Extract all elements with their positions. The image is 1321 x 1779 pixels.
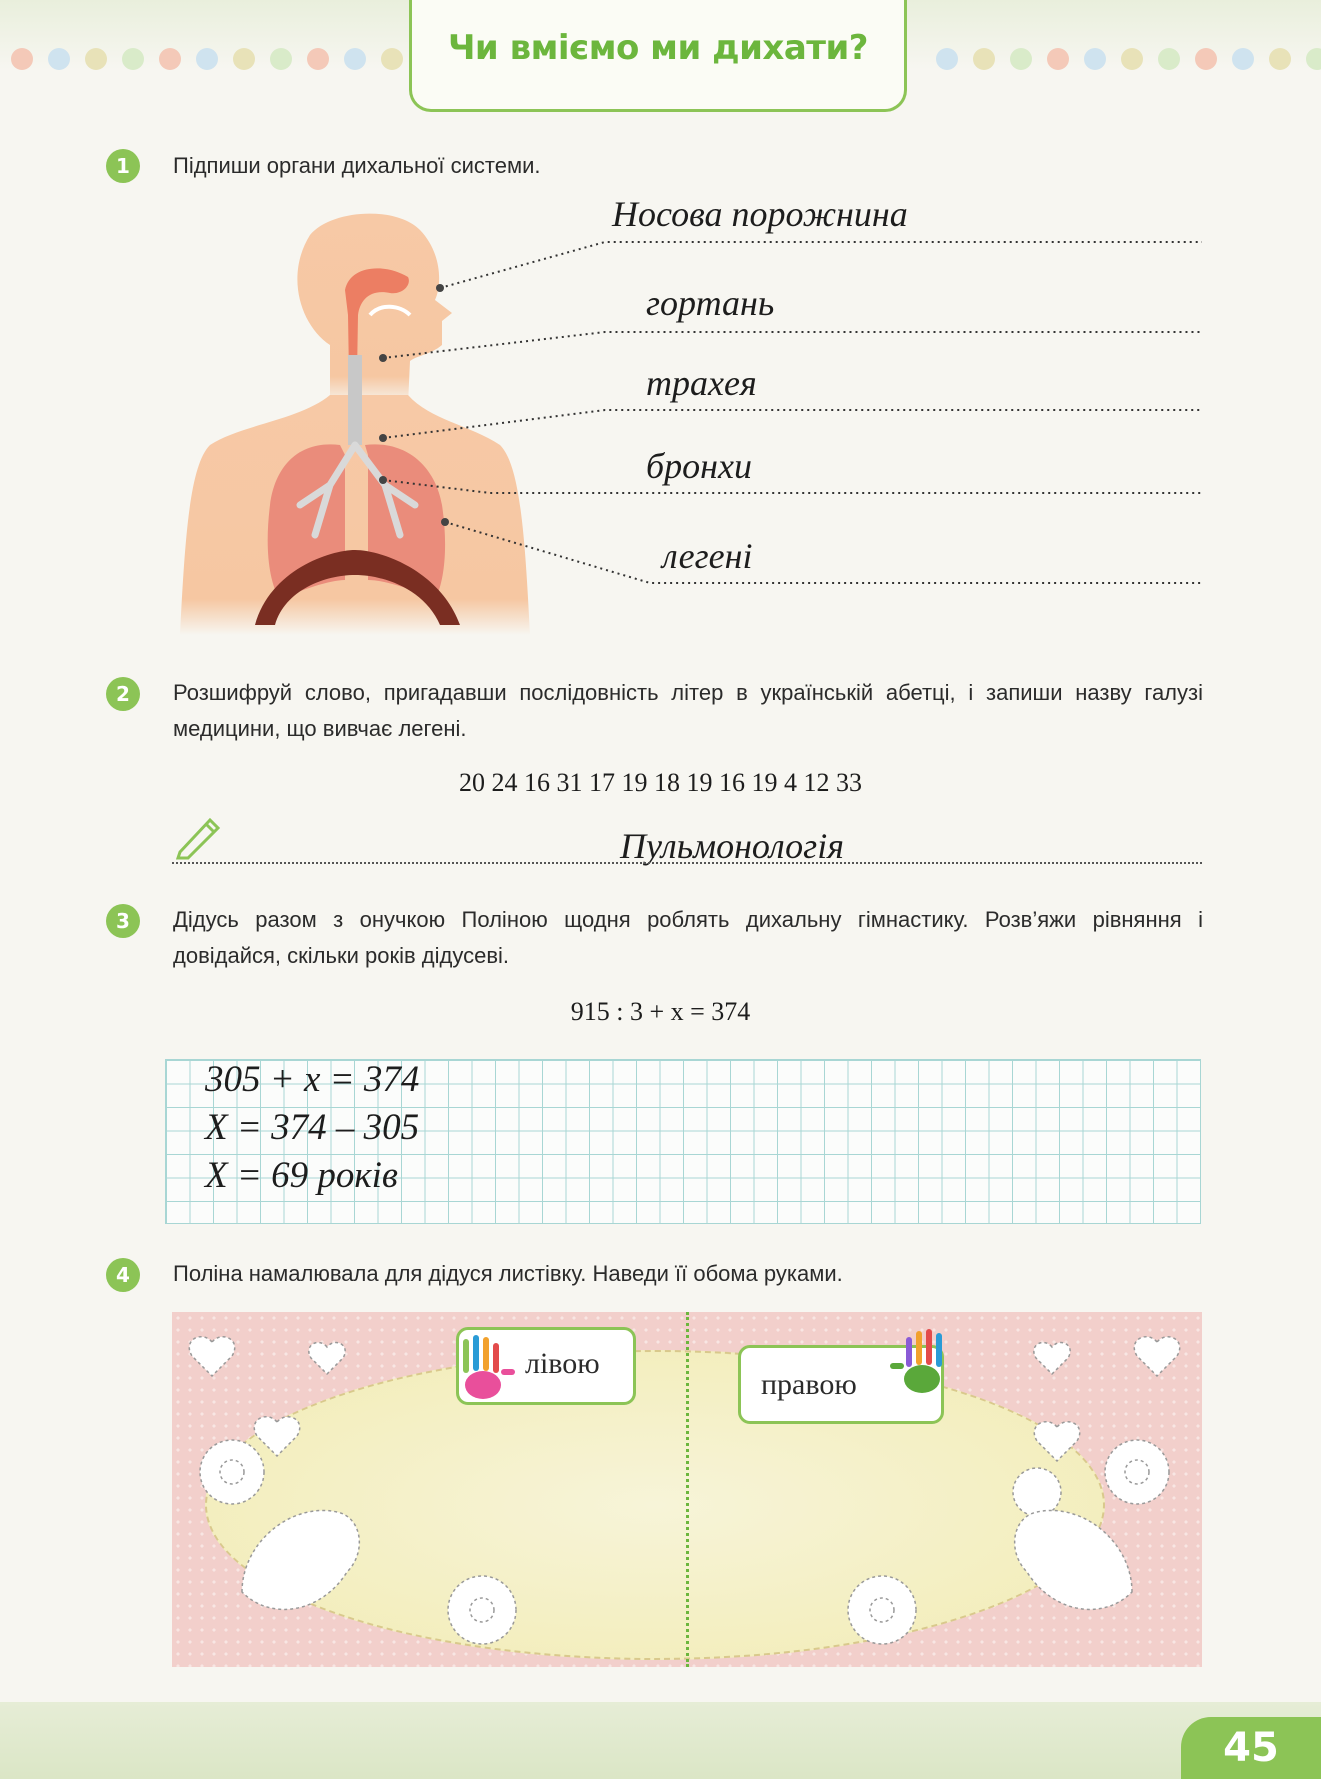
task-1-text: Підпиши органи дихальної системи.	[173, 153, 541, 178]
task-3-badge: 3	[106, 904, 140, 938]
label-pointer-lines	[0, 0, 1321, 700]
task-2-badge: 2	[106, 677, 140, 711]
cipher-answer: Пульмонологія	[620, 826, 844, 866]
task-1-badge: 1	[106, 149, 140, 183]
equation: 915 : 3 + x = 374	[570, 997, 751, 1026]
solution-line-3: X = 69 років	[205, 1155, 398, 1196]
label-trachea: трахея	[646, 363, 757, 403]
right-hand-label: правою	[761, 1368, 857, 1401]
label-nasal-cavity: Носова порожнина	[612, 194, 908, 234]
label-lungs: легені	[662, 536, 753, 576]
task-3-text: Дідусь разом з онучкою Поліною щодня роблять дихальну гімнастику. Розв’яжи рівняння і довідайся, скільки років дідусеві.	[173, 907, 1203, 968]
solution-line-1: 305 + x = 374	[205, 1059, 420, 1100]
solution-line-2: X = 374 – 305	[205, 1107, 420, 1148]
pencil-icon	[172, 812, 224, 860]
task-2-text: Розшифруй слово, пригадавши послідовність літер в українській абетці, і запиши назву галузі медицини, що вивчає легені.	[173, 680, 1203, 741]
cipher-code: 20 24 16 31 17 19 18 19 16 19 4 12 33	[459, 768, 862, 797]
task-4-text: Поліна намалювала для дідуся листівку. Наведи її обома руками.	[173, 1261, 843, 1286]
task-4-badge: 4	[106, 1258, 140, 1292]
label-larynx: гортань	[646, 283, 775, 323]
page-number: 45	[1181, 1717, 1321, 1779]
page-title: Чи вміємо ми дихати?	[447, 28, 869, 68]
label-bronchi: бронхи	[646, 446, 752, 486]
footer-band	[0, 1702, 1321, 1779]
right-hand-icon	[888, 1327, 950, 1399]
card-decorations	[172, 1312, 1202, 1667]
left-hand-label: лівою	[525, 1347, 600, 1380]
left-hand-icon	[455, 1333, 517, 1405]
answer-line	[172, 862, 1202, 864]
